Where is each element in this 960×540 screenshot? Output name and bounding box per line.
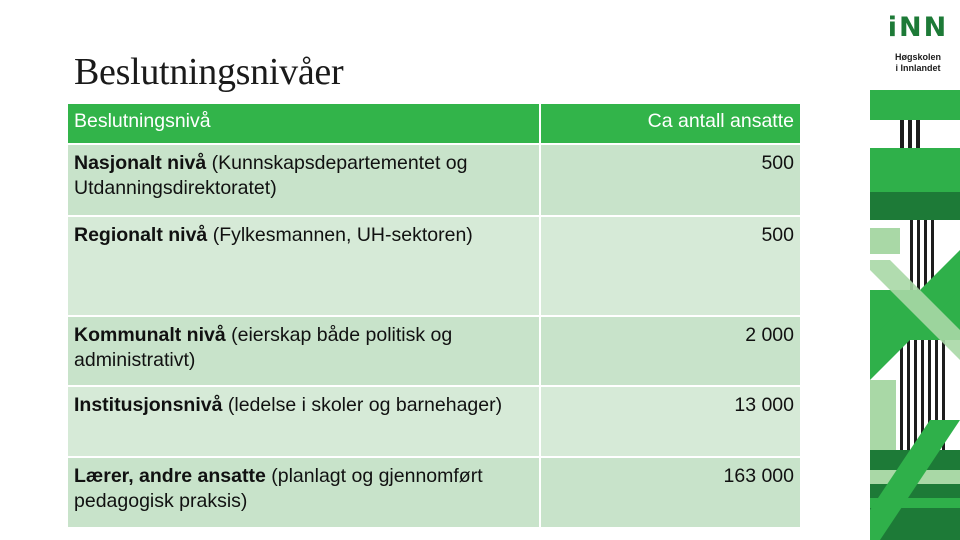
level-name: Kommunalt nivå	[74, 324, 226, 346]
logo	[870, 0, 960, 90]
level-cell	[67, 386, 540, 457]
table-row	[67, 216, 801, 316]
logo-mark: iNN	[887, 12, 949, 43]
count-cell: 2 000	[540, 316, 801, 386]
level-desc: (Kunnskapsdepartementet og Utdanningsdirektoratet)	[74, 152, 468, 199]
header-employees: Ca antall ansatte	[540, 103, 801, 144]
count-cell: 500	[540, 144, 801, 216]
count-cell: 163 000	[540, 457, 801, 528]
count-cell: 13 000	[540, 386, 801, 457]
count-cell: 500	[540, 216, 801, 316]
table-row	[67, 144, 801, 216]
level-cell	[67, 316, 540, 386]
brand-decoration-strip	[870, 0, 960, 540]
logo-name	[878, 52, 958, 74]
level-name: Lærer, andre ansatte	[74, 465, 266, 487]
slide-title: Beslutningsnivåer	[74, 51, 344, 93]
table-header-row	[67, 103, 801, 144]
level-cell	[67, 216, 540, 316]
level-cell	[67, 457, 540, 528]
level-desc: (ledelse i skoler og barnehager)	[222, 394, 503, 416]
level-name: Nasjonalt nivå	[74, 152, 207, 174]
table-row	[67, 386, 801, 457]
level-name: Regionalt nivå	[74, 224, 208, 246]
level-cell	[67, 144, 540, 216]
level-desc: (planlagt og gjennomført pedagogisk praksis)	[74, 465, 483, 512]
table-row	[67, 316, 801, 386]
decision-levels-table	[66, 102, 802, 529]
level-name: Institusjonsnivå	[74, 394, 223, 416]
logo-line-2: i Innlandet	[895, 63, 941, 73]
level-desc: (Fylkesmannen, UH-sektoren)	[207, 224, 473, 246]
level-desc: (eierskap både politisk og administrativt)	[74, 324, 453, 371]
header-level: Beslutningsnivå	[67, 103, 540, 144]
table-row	[67, 457, 801, 528]
logo-line-1: Høgskolen	[894, 52, 941, 62]
